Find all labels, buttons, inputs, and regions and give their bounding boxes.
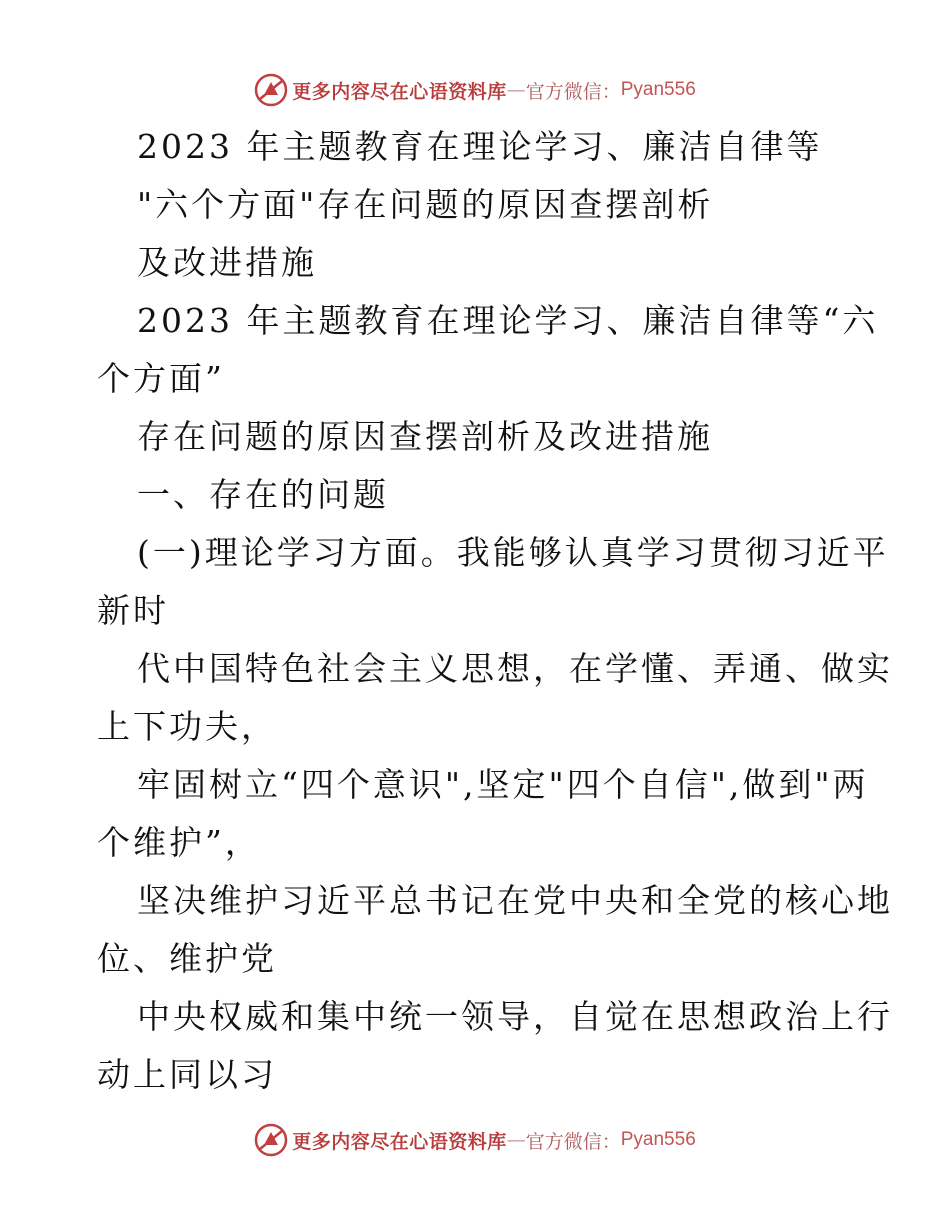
watermark-wechat-id: Pyan556 [620, 79, 696, 100]
text-line: 个维护”， [97, 823, 261, 862]
text-line: (一)理论学习方面。我能够认真学习贯彻习近平 [137, 533, 889, 572]
text-line: 及改进措施 [137, 243, 317, 282]
watermark-main-text: 更多内容尽在心语资料库 [292, 1130, 507, 1153]
watermark-dash: — [506, 79, 526, 101]
text-line: 个方面” [97, 359, 225, 398]
watermark-official-label: 官方微信： [525, 1130, 621, 1153]
text-line: 2023 年主题教育在理论学习、廉洁自律等“六 [137, 301, 879, 340]
text-line: 新时 [97, 591, 169, 630]
logo-icon [254, 73, 288, 107]
text-line: 2023 年主题教育在理论学习、廉洁自律等 [137, 127, 823, 166]
text-line: 存在问题的原因查摆剖析及改进措施 [137, 417, 713, 456]
document-body [97, 118, 893, 1104]
text-line: 一、存在的问题 [137, 475, 389, 514]
watermark-dash: — [506, 1129, 526, 1151]
text-line: "六个方面"存在问题的原因查摆剖析 [137, 185, 714, 224]
watermark-main-text: 更多内容尽在心语资料库 [292, 80, 507, 103]
watermark-official-label: 官方微信： [525, 80, 621, 103]
text-line: 动上同以习 [97, 1055, 277, 1094]
text-line: 中央权威和集中统一领导，自觉在思想政治上行 [137, 997, 893, 1036]
text-line: 代中国特色社会主义思想，在学懂、弄通、做实 [137, 649, 893, 688]
text-line: 坚决维护习近平总书记在党中央和全党的核心地 [137, 881, 893, 920]
footer-watermark [0, 1120, 950, 1160]
text-line: 位、维护党 [97, 939, 277, 978]
logo-icon [254, 1123, 288, 1157]
text-line: 牢固树立“四个意识",坚定"四个自信",做到"两 [137, 765, 869, 804]
header-watermark [0, 70, 950, 110]
text-line: 上下功夫， [97, 707, 277, 746]
watermark-wechat-id: Pyan556 [620, 1129, 696, 1150]
